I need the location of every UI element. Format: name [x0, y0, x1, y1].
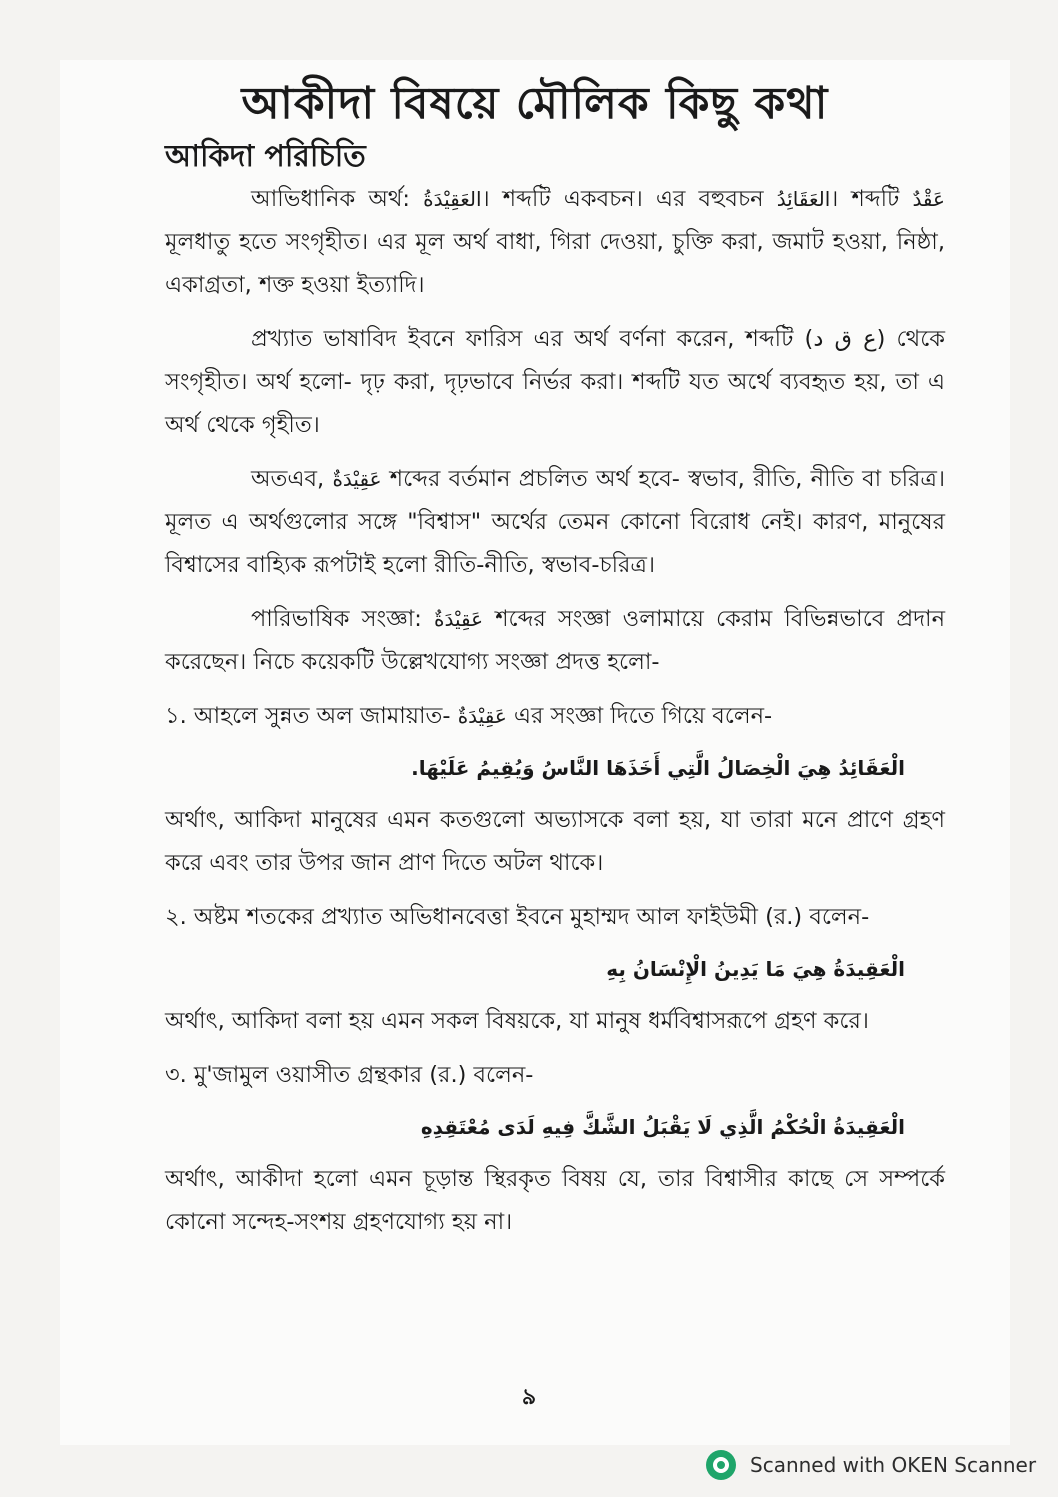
arabic-word-aqeedah-3: عَقِيْدَةٌ: [434, 607, 484, 631]
terminology-text: শব্দের সংজ্ঞা ওলামায়ে কেরাম বিভিন্নভাবে প্রদান করেছেন। নিচে কয়েকটি উল্লেখযোগ্য সংজ্ঞা প্রদত্ত হলো-: [165, 606, 945, 675]
scanner-watermark-text: Scanned with OKEN Scanner: [750, 1453, 1037, 1477]
paragraph-lexical: [165, 178, 945, 307]
definition-1: [165, 695, 945, 738]
paragraph-ibn-faris: প্রখ্যাত ভাষাবিদ ইবনে ফারিস এর অর্থ বর্ণনা করেন, শব্দটি (ع ق د) থেকে সংগৃহীত। অর্থ হলো- দৃঢ় করা, দৃঢ়ভাবে নির্ভর করা। শব্দটি যত অর্থে ব্যবহৃত হয়, তা এ অর্থ থেকে গৃহীত।: [165, 326, 945, 438]
arabic-word-aqd: عَقْدٌ: [912, 187, 945, 211]
scanner-watermark: [706, 1448, 1036, 1482]
definition-3-meaning: অর্থাৎ, আকীদা হলো এমন চূড়ান্ত স্থিরকৃত বিষয় যে, তার বিশ্বাসীর কাছে সে সম্পর্কে কোনো সন্দেহ-সংশয় গ্রহণযোগ্য হয় না।: [165, 1166, 945, 1235]
definition-2: ২. অষ্টম শতকের প্রখ্যাত অভিধানবেত্তা ইবনে মুহাম্মদ আল ফাইউমী (র.) বলেন-: [165, 904, 870, 930]
definition-3: ৩. মু'জামুল ওয়াসীত গ্রন্থকার (র.) বলেন-: [165, 1062, 534, 1088]
page-number: ৯: [521, 1385, 537, 1410]
paragraph-current-meaning: [165, 458, 945, 587]
lexical-lead: আভিধানিক অর্থ:: [251, 186, 410, 212]
definition-2-meaning: অর্থাৎ, আকিদা বলা হয় এমন সকল বিষয়কে, যা মানুষ ধর্মবিশ্বাসরূপে গ্রহণ করে।: [165, 1008, 869, 1034]
book-page: [60, 60, 1010, 1445]
definition-1-meaning: অর্থাৎ, আকিদা মানুষের এমন কতগুলো অভ্যাসকে বলা হয়, যা তারা মনে প্রাণে গ্রহণ করে এবং তার উপর জান প্রাণ দিতে অটল থাকে।: [165, 807, 945, 876]
lexical-text-3: মূলধাতু হতে সংগৃহীত। এর মূল অর্থ বাধা, গিরা দেওয়া, চুক্তি করা, জমাট হওয়া, নিষ্ঠা, একাগ্রতা, শক্ত হওয়া ইত্যাদি।: [165, 229, 945, 298]
section-heading: আকিদা পরিচিতি: [165, 139, 366, 174]
definition-1-text-2: এর সংজ্ঞা দিতে গিয়ে বলেন-: [513, 703, 773, 729]
lexical-text-2: । শব্দটি: [830, 186, 900, 212]
current-meaning-text-2: শব্দের বর্তমান প্রচলিত অর্থ হবে- স্বভাব, রীতি, নীতি বা চরিত্র। মূলত এ অর্থগুলোর সঙ্গে "বিশ্বাস" অর্থের তেমন কোনো বিরোধ নেই। কারণ, মানুষের বিশ্বাসের বাহ্যিক রূপটাই হলো রীতি-নীতি, স্বভাব-চরিত্র।: [165, 466, 945, 578]
page-title: আকীদা বিষয়ে মৌলিক কিছু কথা: [241, 78, 829, 129]
definition-2-arabic: الْعَقِيدَةُ هِيَ مَا يَدِينُ الْإِنْسَانُ بِهِ: [606, 957, 905, 981]
arabic-word-aqeedah-4: عَقِيْدَةٌ: [457, 704, 507, 728]
current-meaning-text-1: অতএব,: [251, 466, 325, 492]
body-text: [165, 178, 945, 1255]
arabic-word-aqeedah: العَقِيْدَةُ: [423, 187, 482, 211]
paragraph-terminology: [165, 598, 945, 684]
lexical-text-1: । শব্দটি একবচন। এর বহুবচন: [481, 186, 764, 212]
definition-1-text-1: ১. আহলে সুন্নত অল জামায়াত-: [165, 703, 451, 729]
definition-1-arabic: الْعَقَائِدُ هِيَ الْخِصَالُ الَّتِي أَخَذَهَا النَّاسُ وَيُقِيمُ عَلَيْهَا.: [411, 756, 905, 780]
definition-3-arabic: الْعَقِيدَةُ الْحُكْمُ الَّذِي لَا يَقْبَلُ الشَّكَّ فِيهِ لَدَى مُعْتَقِدِهِ: [420, 1115, 905, 1139]
arabic-word-aqeedah-2: عَقِيْدَةٌ: [332, 467, 382, 491]
scanner-logo-icon: [706, 1450, 736, 1480]
arabic-word-aqaid: العَقَائِدُ: [776, 187, 831, 211]
terminology-lead: পারিভাষিক সংজ্ঞা:: [251, 606, 422, 632]
